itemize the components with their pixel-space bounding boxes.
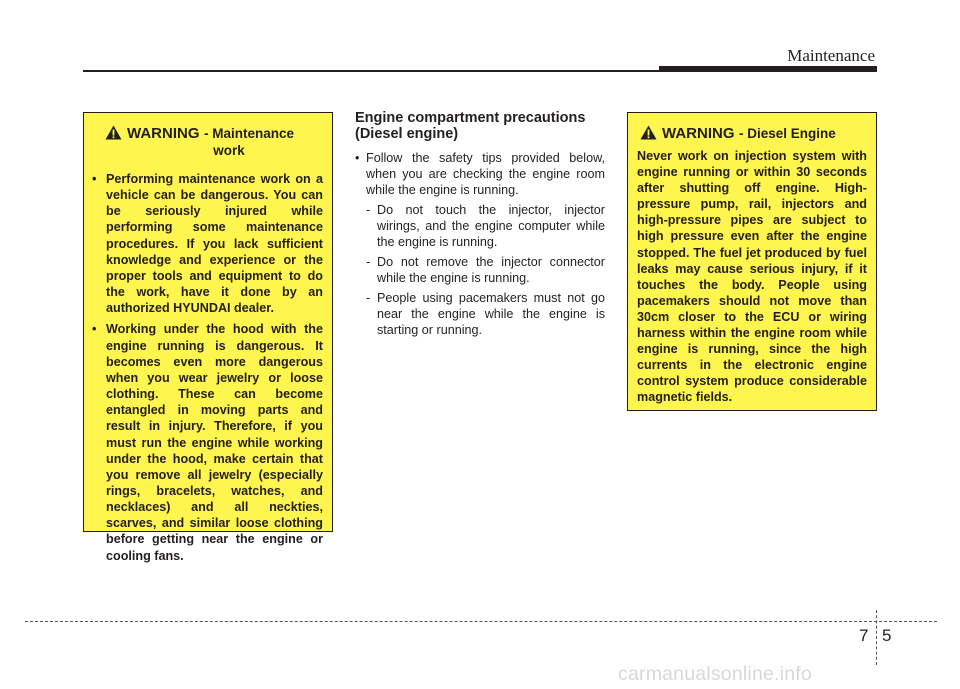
section-title: Maintenance — [787, 46, 875, 65]
warning-body: Never work on injection system with engine running or within 30 seconds after shutting off engine. High-pressure pump, rail, injectors and high-pressure pipes are subject to high pressure even after the engine stopped. The fuel jet produced by fuel leaks may cause serious injury, if it touches the body. People using pacemakers should not move than 30cm closer to the ECU or wiring harness within the engine room while engine is running, since the high currents in the electronic engine control system produce considerable magnetic fields. — [637, 149, 867, 405]
header-rule-thick — [659, 66, 877, 72]
precautions-intro: • Follow the safety tips provided below, when you are checking the engine room while the engine is running. — [355, 150, 605, 198]
header-rule-thin — [83, 70, 661, 72]
warning-triangle-icon — [640, 125, 657, 140]
warning-label: WARNING — [127, 125, 200, 142]
warning-title — [96, 125, 323, 159]
warning-title — [637, 125, 867, 142]
warning-label: WARNING — [662, 125, 735, 142]
precaution-item: - People using pacemakers must not go near the engine while the engine is starting or running. — [366, 290, 605, 338]
warning-box-diesel-engine — [627, 112, 877, 411]
precaution-item: - Do not touch the injector, injector wirings, and the engine computer while the engine is running. — [366, 202, 605, 250]
warning-bullet: • Performing maintenance work on a vehicle can be dangerous. You can be seriously injured while performing some maintenance procedures. If you lack sufficient knowledge and experience or the proper tools and equipment to do the work, have it done by an authorized HYUNDAI dealer. — [96, 171, 323, 316]
warning-subtitle: - Diesel Engine — [738, 126, 836, 141]
precaution-item: - Do not remove the injector connector while the engine is running. — [366, 254, 605, 286]
section-heading — [355, 110, 605, 142]
engine-precautions-section — [355, 110, 605, 342]
page-number: 5 — [882, 626, 892, 645]
heading-line-2: (Diesel engine) — [355, 126, 459, 142]
warning-box-maintenance — [83, 112, 333, 563]
heading-line-1: Engine compartment precautions — [355, 110, 586, 126]
warning-subtitle: - Maintenance — [203, 126, 294, 141]
warning-triangle-icon — [105, 125, 122, 140]
footer-dashed-rule — [25, 621, 937, 622]
chapter-number: 7 — [859, 626, 869, 645]
warning-bullet: • Working under the hood with the engine running is dangerous. It becomes even more dangerous when you wear jewelry or loose clothing. These can become entangled in moving parts and result in injury. Therefore, if you must run the engine while working under the hood, make certain that you remove all jewelry (especially rings, bracelets, watches, and necklaces) and all neckties, scarves, and similar loose clothing before getting near the engine or cooling fans. — [96, 321, 323, 563]
warning-subtitle-cont: work — [213, 143, 245, 158]
watermark: carmanualsonline.info — [618, 663, 812, 685]
footer-dashed-divider — [876, 610, 877, 665]
